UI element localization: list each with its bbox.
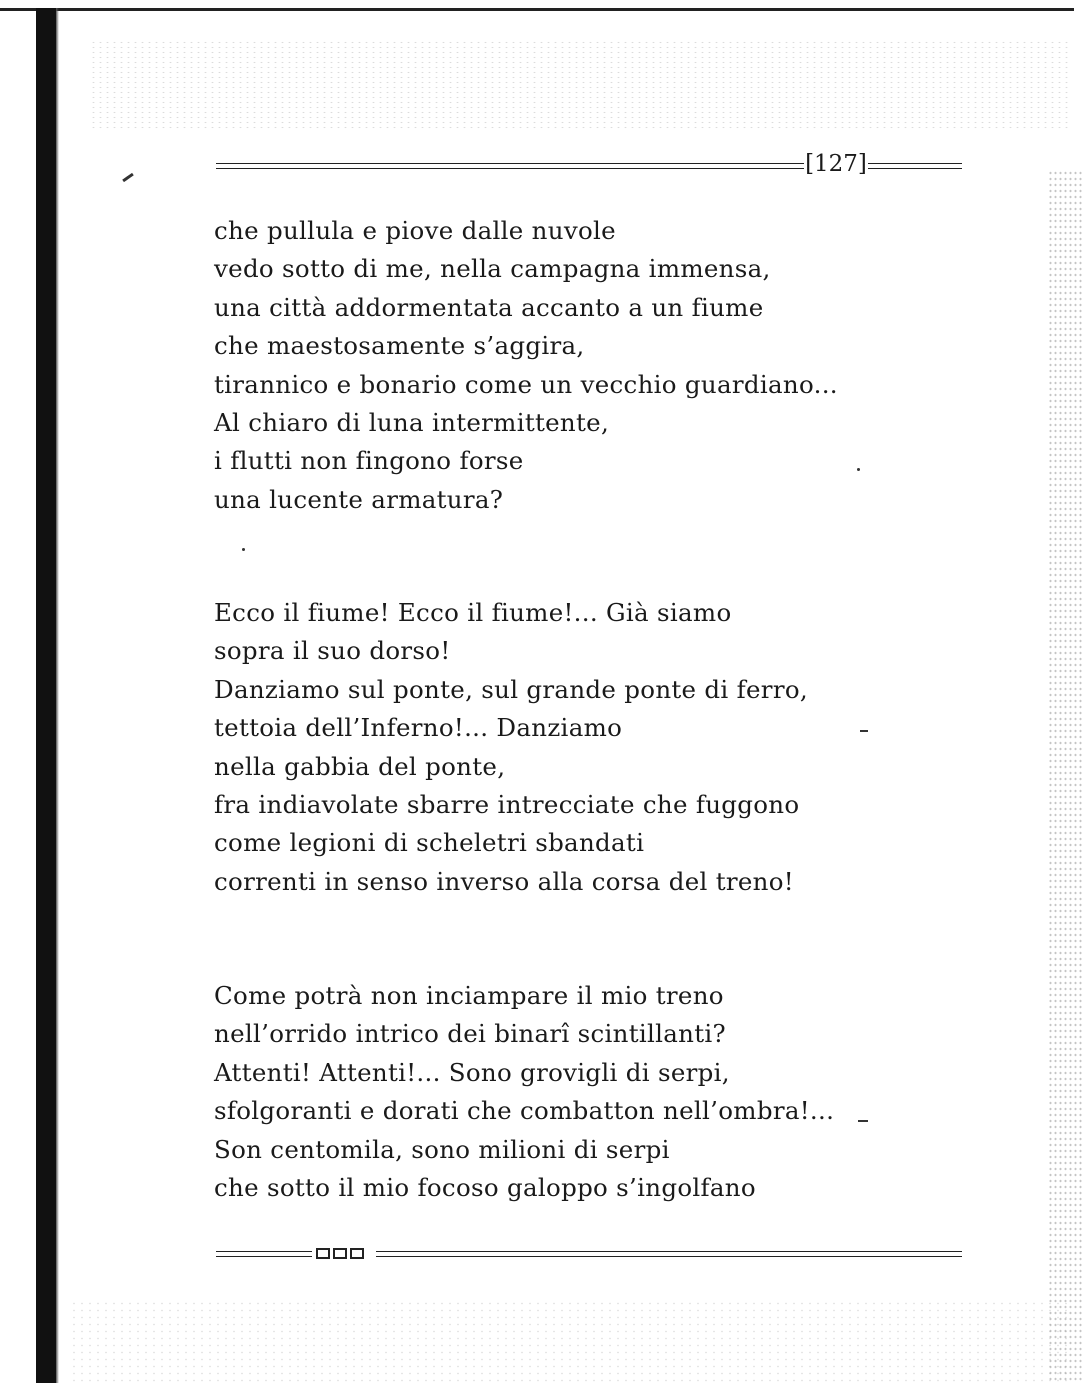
- header-double-rule-left: [216, 163, 804, 169]
- verse-line: Son centomila, sono milioni di serpi: [214, 1134, 670, 1164]
- verse-line: che pullula e piove dalle nuvole: [214, 216, 616, 245]
- footer-double-rule-right: [376, 1251, 962, 1257]
- book-binding-shadow: [36, 8, 56, 1383]
- verse-line: Al chiaro di luna intermittente,: [214, 408, 610, 438]
- verse-line: una lucente armatura?: [214, 484, 504, 514]
- running-head: [216, 151, 962, 178]
- ink-speck: [242, 548, 245, 551]
- box-ornament: [316, 1246, 376, 1262]
- scan-noise-top: [90, 40, 1070, 130]
- scan-noise-bottom: [70, 1300, 1070, 1383]
- verse-line: Ecco il fiume! Ecco il fiume!... Già siamo: [214, 598, 732, 627]
- verse-line: Come potrà non inciampare il mio treno: [214, 981, 724, 1010]
- stanza-2: [214, 594, 808, 901]
- verse-line: come legioni di scheletri sbandati: [214, 828, 645, 858]
- scan-noise-right: [1048, 170, 1084, 1383]
- verse-line: fra indiavolate sbarre intrecciate che fuggono: [214, 790, 800, 820]
- verse-line: che maestosamente s’aggira,: [214, 331, 585, 361]
- verse-line: sfolgoranti e dorati che combatton nell’ombra!...: [214, 1096, 835, 1126]
- footer-double-rule-left: [216, 1251, 312, 1257]
- page-number: [127]: [805, 151, 867, 177]
- ink-speck: [858, 1120, 868, 1122]
- header-double-rule-right: [868, 163, 962, 169]
- verse-line: che sotto il mio focoso galoppo s’ingolfano: [214, 1173, 756, 1203]
- ink-speck: [857, 468, 860, 471]
- page-top-edge: [0, 8, 1074, 11]
- ornament-box-icon: [316, 1248, 330, 1259]
- verse-line: tirannico e bonario come un vecchio guardiano...: [214, 369, 838, 399]
- ink-speck: [122, 173, 134, 182]
- verse-line: una città addormentata accanto a un fiume: [214, 292, 764, 322]
- ornament-box-icon: [333, 1248, 347, 1259]
- verse-line: i flutti non fingono forse: [214, 446, 524, 476]
- verse-line: Danziamo sul ponte, sul grande ponte di ferro,: [214, 674, 808, 704]
- verse-line: nella gabbia del ponte,: [214, 751, 506, 781]
- footer-ornament-rule: [216, 1246, 962, 1262]
- verse-line: correnti in senso inverso alla corsa del treno!: [214, 866, 794, 896]
- stanza-1: [214, 212, 838, 519]
- ink-speck: [860, 730, 868, 732]
- stanza-3: [214, 977, 834, 1207]
- verse-line: nell’orrido intrico dei binarî scintillanti?: [214, 1019, 726, 1049]
- ornament-box-icon: [350, 1248, 364, 1259]
- verse-line: tettoia dell’Inferno!... Danziamo: [214, 713, 623, 743]
- verse-line: Attenti! Attenti!... Sono grovigli di serpi,: [214, 1057, 730, 1087]
- verse-line: sopra il suo dorso!: [214, 636, 451, 666]
- verse-line: vedo sotto di me, nella campagna immensa,: [214, 254, 771, 284]
